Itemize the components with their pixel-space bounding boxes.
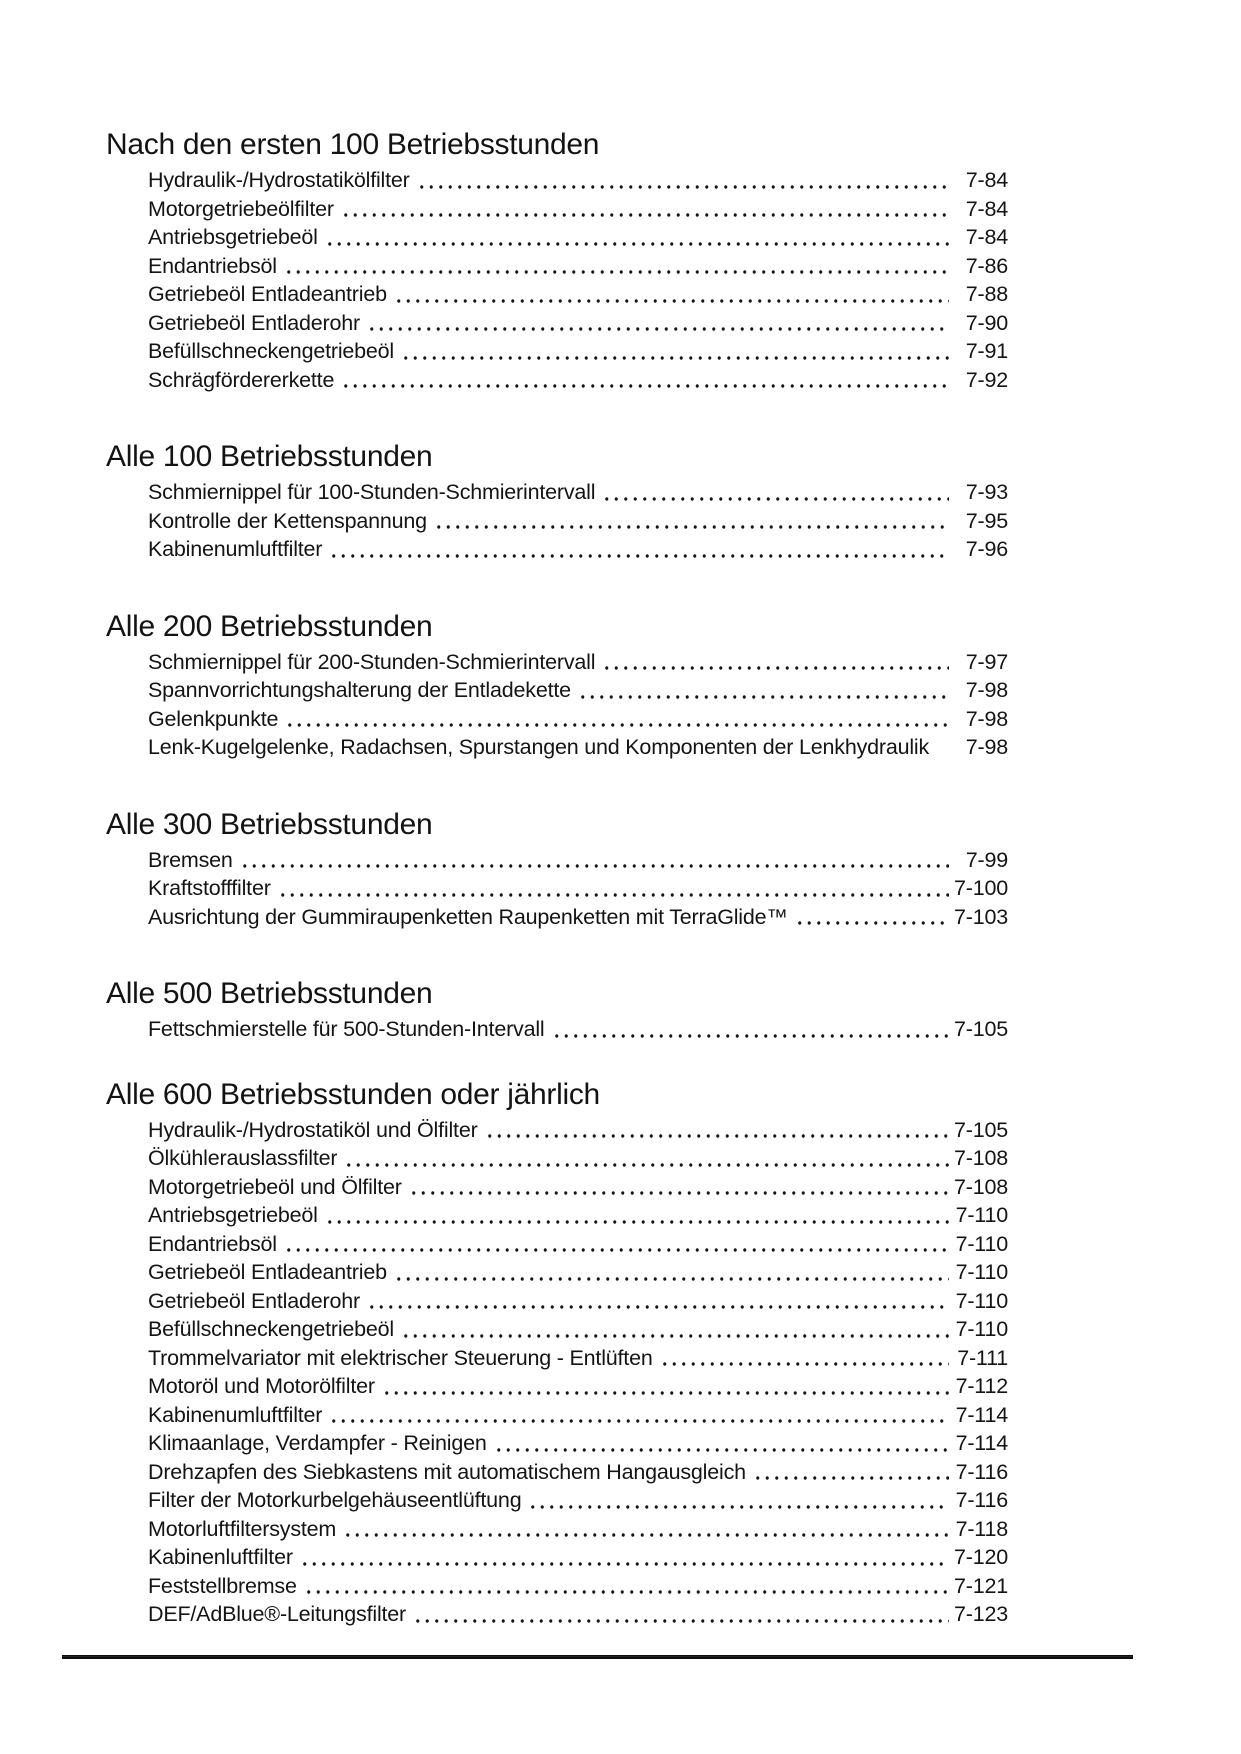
toc-entry-label: Schmiernippel für 200-Stunden-Schmierintervall	[148, 649, 596, 674]
dot-leader	[300, 1543, 949, 1572]
toc-entry-label: Getriebeöl Entladerohr	[148, 310, 360, 335]
dot-leader	[304, 1572, 949, 1601]
toc-entry-page-number: 7-114	[955, 1431, 1008, 1455]
toc-entry	[148, 337, 1008, 366]
section-entries	[106, 478, 1008, 564]
toc-entry-page-number: 7-110	[955, 1317, 1008, 1341]
toc-entry-page-number: 7-111	[957, 1345, 1008, 1370]
toc-entry-label: Motorgetriebeölfilter	[148, 196, 334, 221]
dot-leader	[753, 1458, 949, 1487]
dot-leader	[325, 223, 949, 252]
dot-leader	[936, 733, 949, 762]
toc-entry-label: Fettschmierstelle für 500-Stunden-Intervall	[148, 1017, 545, 1041]
toc-entry-label: Drehzapfen des Siebkastens mit automatischem Hangausgleich	[148, 1459, 746, 1484]
toc-entry	[148, 1173, 1008, 1202]
dot-leader	[367, 309, 949, 338]
toc-entry-label: Spannvorrichtungshalterung der Entladekette	[148, 678, 571, 702]
toc-entry-label: Motorgetriebeöl und Ölfilter	[148, 1174, 402, 1199]
dot-leader	[394, 280, 949, 309]
toc-entry-label: Hydraulik-/Hydrostatiköl und Ölfilter	[148, 1117, 478, 1142]
toc-entry	[148, 1201, 1008, 1230]
toc-entry-label: Kabinenumluftfilter	[148, 1402, 323, 1427]
toc-entry-label: Kontrolle der Kettenspannung	[148, 508, 427, 533]
toc-entry-page-number: 7-116	[955, 1459, 1008, 1484]
toc-entry-page-number: 7-105	[954, 1017, 1008, 1041]
dot-leader	[602, 478, 949, 507]
toc-entry-label: Schmiernippel für 100-Stunden-Schmierintervall	[148, 480, 596, 504]
toc-entry-page-number: 7-121	[954, 1573, 1008, 1598]
toc-entry-label: Kraftstofffilter	[148, 876, 271, 900]
toc-entry	[148, 1144, 1008, 1173]
toc-entry-label: Getriebeöl Entladeantrieb	[148, 1260, 387, 1284]
toc-entry-label: Motorluftfiltersystem	[148, 1516, 337, 1541]
dot-leader	[434, 507, 949, 536]
toc-entry-page-number: 7-98	[965, 706, 1008, 731]
toc-entry-page-number: 7-90	[965, 310, 1008, 335]
toc-entry-page-number: 7-88	[965, 282, 1008, 306]
toc-section	[106, 808, 1008, 932]
dot-leader	[278, 874, 949, 903]
toc-entry-page-number: 7-86	[965, 253, 1008, 278]
toc-entry-page-number: 7-108	[954, 1146, 1008, 1170]
toc-entry-label: DEF/AdBlue®-Leitungsfilter	[148, 1602, 407, 1626]
section-entries	[106, 1116, 1008, 1629]
toc-entry-page-number: 7-118	[955, 1516, 1008, 1541]
toc-entry-label: Bremsen	[148, 847, 233, 872]
toc-entry-label: Antriebsgetriebeöl	[148, 225, 318, 249]
toc-entry-page-number: 7-98	[965, 735, 1008, 759]
toc-entry-label: Lenk-Kugelgelenke, Radachsen, Spurstangen und Komponenten der Lenkhydraulik	[148, 735, 930, 759]
toc-section	[106, 440, 1008, 564]
toc-entry	[148, 535, 1008, 564]
section-entries	[106, 648, 1008, 762]
dot-leader	[285, 705, 949, 734]
toc-section	[106, 977, 1008, 1044]
toc-entry	[148, 1116, 1008, 1145]
toc-entry-page-number: 7-110	[955, 1203, 1008, 1227]
toc-entry	[148, 1458, 1008, 1487]
section-heading: Alle 200 Betriebsstunden	[106, 609, 433, 643]
section-entries	[106, 166, 1008, 394]
toc-entry	[148, 1429, 1008, 1458]
toc-entry	[148, 309, 1008, 338]
toc-entry-page-number: 7-84	[965, 168, 1008, 192]
toc-section	[106, 610, 1008, 762]
dot-leader	[344, 1144, 949, 1173]
toc-entry	[148, 1258, 1008, 1287]
toc-entry-page-number: 7-110	[955, 1288, 1008, 1313]
toc-entry	[148, 874, 1008, 903]
section-entries	[106, 1015, 1008, 1044]
toc-entry-label: Schrägfördererkette	[148, 367, 335, 392]
toc-entry-page-number: 7-97	[965, 649, 1008, 674]
dot-leader	[409, 1173, 949, 1202]
dot-leader	[284, 252, 949, 281]
toc-entry	[148, 366, 1008, 395]
toc-entry-page-number: 7-112	[955, 1374, 1008, 1398]
toc-entry-label: Ölkühlerauslassfilter	[148, 1146, 338, 1170]
section-heading: Alle 600 Betriebsstunden oder jährlich	[106, 1077, 600, 1111]
toc-entry	[148, 1515, 1008, 1544]
toc-entry	[148, 507, 1008, 536]
dot-leader	[341, 366, 949, 395]
toc-entry	[148, 1315, 1008, 1344]
toc-entry	[148, 195, 1008, 224]
toc-entry-page-number: 7-93	[965, 480, 1008, 504]
dot-leader	[394, 1258, 949, 1287]
toc-entry-page-number: 7-110	[955, 1231, 1008, 1256]
toc-entry	[148, 1344, 1008, 1373]
toc-entry-label: Getriebeöl Entladerohr	[148, 1288, 360, 1313]
toc-entry-label: Endantriebsöl	[148, 253, 277, 278]
toc-entry-page-number: 7-108	[954, 1174, 1008, 1199]
toc-entry	[148, 1572, 1008, 1601]
toc-entry-page-number: 7-95	[965, 508, 1008, 533]
dot-leader	[343, 1515, 949, 1544]
toc-entry-label: Gelenkpunkte	[148, 706, 279, 731]
toc-entry-page-number: 7-84	[965, 225, 1008, 249]
toc-entry-label: Feststellbremse	[148, 1573, 297, 1598]
toc-entry-label: Befüllschneckengetriebeöl	[148, 1317, 394, 1341]
toc-entry	[148, 648, 1008, 677]
dot-leader	[341, 195, 949, 224]
toc-entry	[148, 1600, 1008, 1629]
toc-entry-page-number: 7-120	[954, 1545, 1008, 1569]
footer-divider	[62, 1655, 1133, 1659]
toc-entry-page-number: 7-98	[965, 678, 1008, 702]
section-heading: Nach den ersten 100 Betriebsstunden	[106, 128, 600, 161]
toc-entry	[148, 478, 1008, 507]
toc-entry	[148, 252, 1008, 281]
toc-entry-label: Kabinenluftfilter	[148, 1545, 293, 1569]
toc-entry-page-number: 7-114	[955, 1402, 1008, 1427]
toc-entry	[148, 166, 1008, 195]
dot-leader	[417, 166, 949, 195]
toc-entry-page-number: 7-84	[965, 196, 1008, 221]
toc-entry	[148, 1230, 1008, 1259]
toc-entry-page-number: 7-123	[954, 1602, 1008, 1626]
toc-entry-page-number: 7-96	[965, 537, 1008, 561]
toc-entry-label: Endantriebsöl	[148, 1231, 277, 1256]
toc-entry-page-number: 7-116	[955, 1488, 1008, 1512]
toc-section	[106, 128, 1008, 394]
dot-leader	[401, 337, 949, 366]
toc-entry-label: Klimaanlage, Verdampfer - Reinigen	[148, 1431, 487, 1455]
dot-leader	[485, 1116, 949, 1145]
dot-leader	[413, 1600, 949, 1629]
toc-entry-label: Hydraulik-/Hydrostatikölfilter	[148, 168, 410, 192]
dot-leader	[329, 535, 949, 564]
toc-entry-page-number: 7-92	[965, 367, 1008, 392]
toc-entry	[148, 223, 1008, 252]
dot-leader	[240, 846, 949, 875]
toc-entry-label: Antriebsgetriebeöl	[148, 1203, 318, 1227]
dot-leader	[602, 648, 949, 677]
section-heading: Alle 300 Betriebsstunden	[106, 807, 433, 841]
dot-leader	[325, 1201, 949, 1230]
section-heading: Alle 500 Betriebsstunden	[106, 977, 433, 1010]
toc-entry	[148, 1372, 1008, 1401]
dot-leader	[578, 676, 949, 705]
toc-entry-label: Motoröl und Motorölfilter	[148, 1374, 375, 1398]
dot-leader	[382, 1372, 949, 1401]
toc-entry-page-number: 7-91	[965, 339, 1008, 363]
toc-entry	[148, 1401, 1008, 1430]
toc-entry	[148, 846, 1008, 875]
toc-entry	[148, 903, 1008, 932]
toc-entry-label: Trommelvariator mit elektrischer Steuerung - Entlüften	[148, 1345, 653, 1370]
toc-entry	[148, 1015, 1008, 1044]
toc-entry	[148, 280, 1008, 309]
toc-entry-label: Getriebeöl Entladeantrieb	[148, 282, 387, 306]
toc-entry	[148, 1486, 1008, 1515]
toc-entry	[148, 733, 1008, 762]
dot-leader	[528, 1486, 949, 1515]
dot-leader	[552, 1015, 950, 1044]
section-entries	[106, 846, 1008, 932]
toc-entry	[148, 705, 1008, 734]
toc-entry	[148, 1543, 1008, 1572]
section-heading: Alle 100 Betriebsstunden	[106, 440, 433, 473]
dot-leader	[329, 1401, 949, 1430]
table-of-contents	[106, 128, 1008, 1629]
dot-leader	[795, 903, 949, 932]
toc-entry	[148, 676, 1008, 705]
toc-entry-label: Befüllschneckengetriebeöl	[148, 339, 394, 363]
toc-entry-label: Ausrichtung der Gummiraupenketten Raupenketten mit TerraGlide™	[148, 904, 788, 929]
dot-leader	[367, 1287, 949, 1316]
toc-entry-page-number: 7-105	[954, 1117, 1008, 1142]
toc-entry-page-number: 7-110	[955, 1260, 1008, 1284]
dot-leader	[401, 1315, 949, 1344]
toc-section	[106, 1078, 1008, 1629]
toc-entry-label: Filter der Motorkurbelgehäuseentlüftung	[148, 1488, 522, 1512]
toc-entry-label: Kabinenumluftfilter	[148, 537, 323, 561]
toc-entry-page-number: 7-99	[965, 847, 1008, 872]
toc-entry	[148, 1287, 1008, 1316]
dot-leader	[494, 1429, 949, 1458]
dot-leader	[660, 1344, 949, 1373]
toc-entry-page-number: 7-103	[954, 904, 1008, 929]
dot-leader	[284, 1230, 949, 1259]
toc-entry-page-number: 7-100	[954, 876, 1008, 900]
